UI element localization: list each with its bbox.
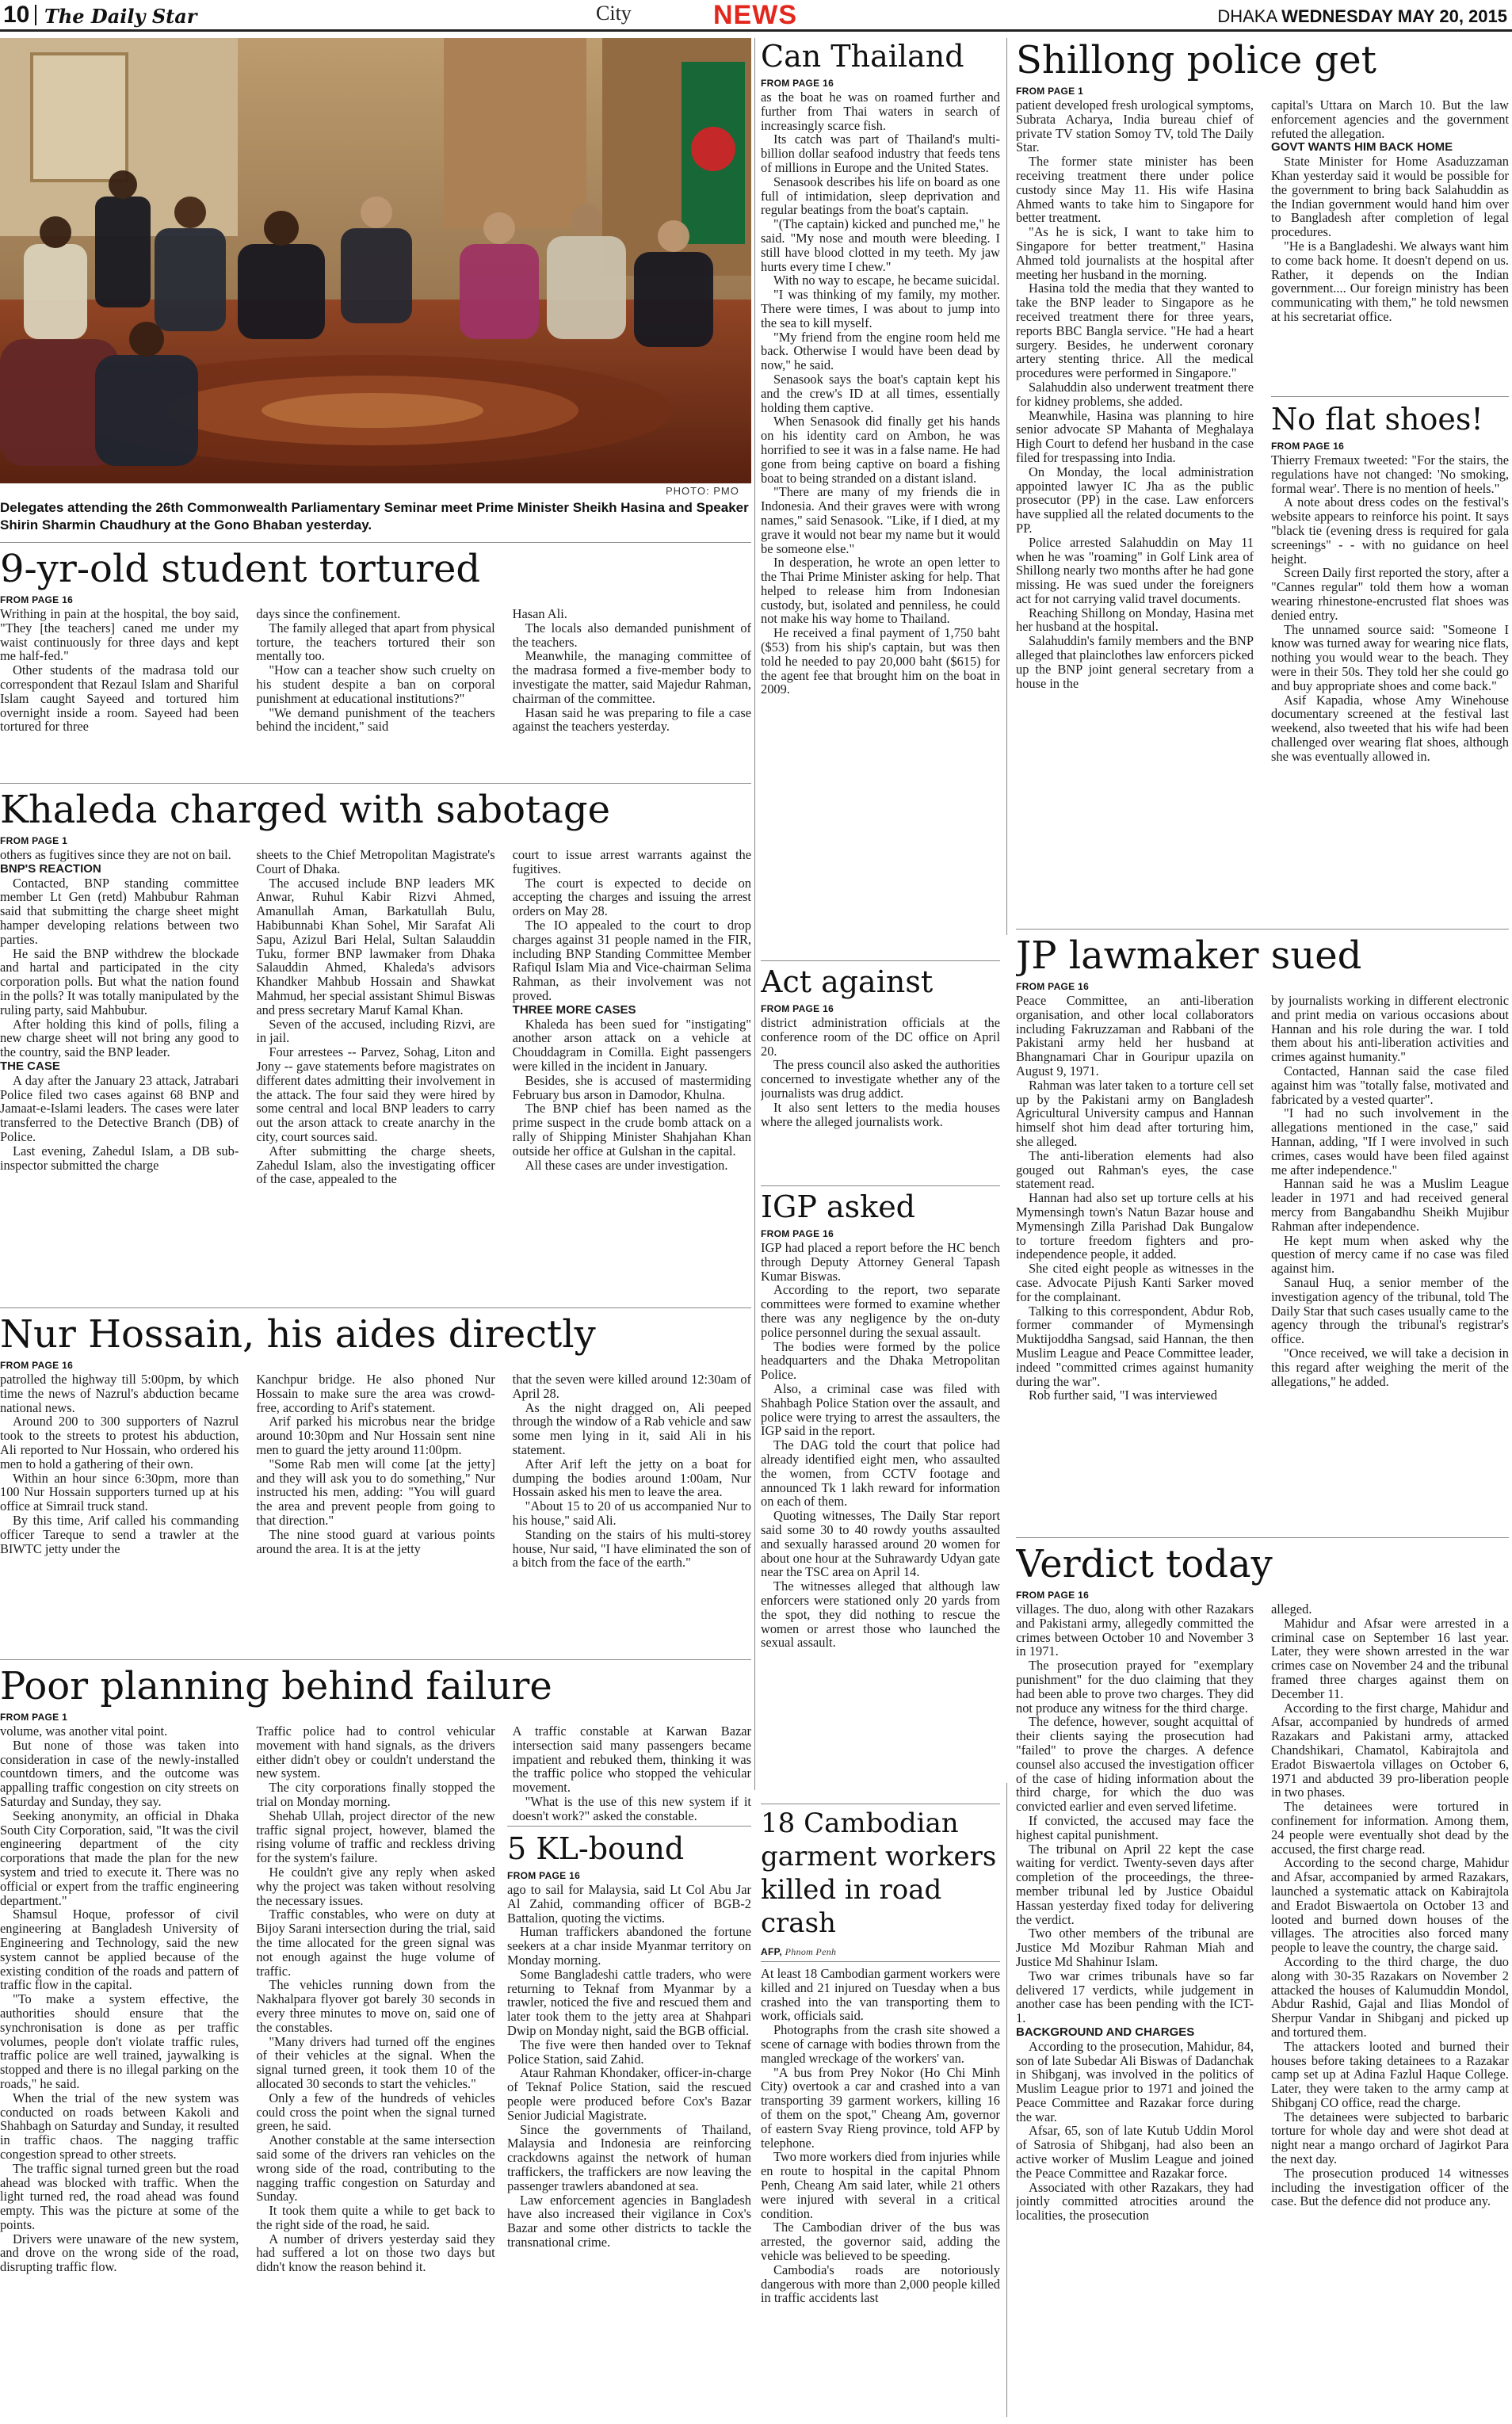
paragraph: It took them quite a while to get back to the right side of the road, he said. bbox=[256, 2203, 495, 2232]
story-divider bbox=[761, 960, 1000, 961]
paragraph: The tribunal on April 22 kept the case waiting for verdict. Twenty-seven days after completion of the proceedings, the three-member tribunal led by Justice Obaidul Hassan yesterday fixed today for delivering the verdict. bbox=[1016, 1841, 1254, 1927]
paragraph: All these cases are under investigation. bbox=[525, 1157, 728, 1173]
text-column bbox=[0, 1372, 239, 1556]
paragraph: Senasook says the boat's captain kept his and the crew's ID at all times, essentially holding them captive. bbox=[761, 371, 1000, 415]
paragraph: Shehab Ullah, project director of the new traffic signal project, however, blamed the rising volume of traffic and reckless driving for the system's failure. bbox=[256, 1808, 495, 1866]
masthead-divider bbox=[35, 5, 36, 25]
text-column bbox=[256, 1724, 494, 2274]
headline: 18 Cambodian garment workers killed in road crash bbox=[761, 1808, 997, 1939]
story-columns bbox=[0, 848, 751, 1186]
paragraph: Hasan Ali. bbox=[512, 606, 567, 621]
paragraph: The defence, however, sought acquittal of their clients saying the prosecution had "failed" to prove the charges. A defence counsel also accused the investigation officer of the case of hiding information about the third charge, for which the duo was convicted earlier and even served lifetime. bbox=[1016, 1714, 1254, 1815]
paragraph: According to the report, two separate committees were formed to examine whether there was any negligence by the on-duty police personnel during the sexual assault. bbox=[761, 1282, 1000, 1340]
paragraph: The vehicles running down from the Nakhalpara flyover got barely 30 seconds in every three minutes to move on, said one of the constables. bbox=[256, 1977, 495, 2035]
paragraph: "A bus from Prey Nokor (Ho Chi Minh City) overtook a car and crashed into a van transporting 39 garment workers, killing 16 of them on the spot," Cheang Am, governor of eastern Svay Rieng province, told AFP by telephone. bbox=[761, 2064, 1000, 2151]
paragraph: Asif Kapadia, whose Amy Winehouse documentary screened at the festival last weekend, also tweeted that his wife had been challenged over wearing flat shoes, although she was eventually allowed in. bbox=[1271, 692, 1509, 764]
text-column bbox=[1271, 98, 1509, 324]
subhead: THE CASE bbox=[0, 1059, 60, 1073]
jump-line: FROM PAGE 16 bbox=[0, 594, 74, 605]
paragraph: The family alleged that apart from physical torture, the teachers tortured their son mentally too. bbox=[256, 620, 495, 664]
paragraph: Associated with other Razakars, they had jointly committed atrocities around the localities, the prosecution bbox=[1016, 2179, 1254, 2224]
story-columns bbox=[1016, 994, 1509, 1403]
paragraph: According to the prosecution, Mahidur, 84, son of late Subedar Ali Biswas of Dadanchak in Shibganj, was involved in the politics of Muslim League prior to 1971 and joined the Peace Committee and Razakar force during the war. bbox=[1016, 2038, 1254, 2124]
photo-caption: Delegates attending the 26th Commonwealth Parliamentary Seminar meet Prime Minister Sheikh Hasina and Speaker Shirin Sharmin Chaudhury at the Gono Bhaban yesterday. bbox=[0, 500, 749, 533]
text-column bbox=[1271, 994, 1509, 1388]
paragraph: It also sent letters to the media houses where the alleged journalists work. bbox=[761, 1099, 1000, 1129]
story-act-against bbox=[761, 964, 1000, 1185]
paragraph: "How can a teacher show such cruelty on his student despite a ban on corporal punishment at educational institutions?" bbox=[256, 662, 495, 706]
story-body bbox=[507, 1883, 751, 2250]
agency-line bbox=[761, 1946, 1000, 1958]
paragraph: Senasook describes his life on board as one full of intimidation, sleep deprivation and regular beatings from the boat's captain. bbox=[761, 174, 1000, 218]
headline: 5 KL-bound bbox=[507, 1831, 685, 1866]
paragraph: But none of those was taken into consideration in case of the newly-installed countdown timers, and the outcome was appalling traffic congestion on city streets on Saturday and Sunday, they say. bbox=[0, 1737, 239, 1809]
jump-line: FROM PAGE 16 bbox=[1016, 981, 1090, 992]
text-column bbox=[1016, 98, 1254, 690]
page-number: 10 bbox=[3, 2, 30, 28]
jump-line: FROM PAGE 1 bbox=[0, 835, 68, 846]
paragraph: "As he is sick, I want to take him to Singapore for better treatment," Hasina Ahmed told journalists at the hospital after meeting her husband in the morning. bbox=[1016, 224, 1254, 282]
paragraph: Photographs from the crash site showed a scene of carnage with bodies thrown from the mangled wreckage of the workers' van. bbox=[761, 2022, 1000, 2066]
paragraph: Quoting witnesses, The Daily Star report said some 30 to 40 rowdy youths assaulted and sexually harassed around 20 women for about one hour at the Suhrawardy Udyan gate near the TSC area on April 14. bbox=[761, 1508, 1000, 1580]
paragraph: Salahuddin also underwent treatment there for kidney problems, she added. bbox=[1016, 379, 1254, 409]
paragraph: The Cambodian driver of the bus was arrested, the governor said, adding the vehicle was believed to be speeding. bbox=[761, 2220, 1000, 2263]
paragraph: The prosecution produced 14 witnesses including the investigation officer of the case. But the defence did not produce any. bbox=[1271, 2165, 1509, 2209]
paragraph: At least 18 Cambodian garment workers were killed and 21 injured on Tuesday when a bus crashed into the van transporting them to work, officials said. bbox=[761, 1966, 1000, 2024]
paragraph: others as fugitives since they are not on bail. bbox=[0, 847, 231, 862]
paragraph: "What is the use of this new system if it doesn't work?" asked the constable. bbox=[512, 1793, 751, 1823]
story-jp-lawmaker bbox=[1016, 933, 1509, 1536]
paragraph: According to the first charge, Mahidur and Afsar, accompanied by hundreds of armed Razakars and Pakistani army, attacked Chandshikari, Chamatol, Kabirajtola and Eradot Biswaertola villages on October 6, 1971 and abducted 39 pro-liberation people in two phases. bbox=[1271, 1700, 1509, 1800]
paragraph: Writhing in pain at the hospital, the boy said, "They [the teachers] caned me under my waist continuously for three days and kept me half-fed." bbox=[0, 606, 239, 664]
paragraph: Within an hour since 6:30pm, more than 100 Nur Hossain supporters turned up at his office at Simrail truck stand. bbox=[0, 1470, 239, 1514]
paragraph: volume, was another vital point. bbox=[0, 1724, 168, 1739]
paragraph: sheets to the Chief Metropolitan Magistrate's Court of Dhaka. bbox=[256, 847, 495, 876]
paragraph: The BNP chief has been named as the prime suspect in the crude bomb attack on a rally of Shipping Minister Shahjahan Khan outside her office at Gulshan in the capital. bbox=[512, 1101, 751, 1159]
paragraph: "(The captain) kicked and punched me," he said. "My nose and mouth were bleeding. I still have blood clotted in my teeth. My jaw hurts every time I chew." bbox=[761, 216, 1000, 274]
subhead: BACKGROUND AND CHARGES bbox=[1016, 2025, 1195, 2039]
meeting-room-illustration bbox=[0, 38, 751, 483]
paragraph: Besides, she is accused of mastermiding February bus arson in Damodor, Khulna. bbox=[512, 1072, 751, 1102]
paragraph: Afsar, 65, son of late Kutub Uddin Morol of Satrosia of Shibganj, had also been an active worker of Muslim League and joined the Peace Committee and Razakar force. bbox=[1016, 2123, 1254, 2181]
text-column bbox=[513, 1724, 751, 1823]
paragraph: Khaleda has been sued for "instigating" another arson attack on a vehicle at Chouddagram in Comilla. Eight passengers were killed in the incident in January. bbox=[512, 1016, 751, 1074]
paragraph: According to the third charge, the duo along with 30-35 Razakars on November 2 attacked the houses of Kalumuddin Mondol, Abdur Rashid, Gajal and Ilias Mondol of Sherpur Vandar in Shibganj and picked up and tortured them. bbox=[1271, 1953, 1509, 2040]
paragraph: Two other members of the tribunal are Justice Md Mozibur Rahman Miah and Justice Md Shahinur Islam. bbox=[1016, 1926, 1254, 1969]
dateline-city: DHAKA bbox=[1217, 6, 1277, 26]
story-student bbox=[0, 547, 751, 777]
subhead: GOVT WANTS HIM BACK HOME bbox=[1271, 140, 1453, 155]
story-can-thailand bbox=[761, 38, 1000, 959]
paragraph: After holding this kind of polls, filing a new charge sheet will not bring any good to the country, said the BNP leader. bbox=[0, 1016, 239, 1060]
paragraph: The anti-liberation elements had also gouged out Rahman's eyes, the case statement read. bbox=[1016, 1147, 1254, 1192]
dateline-place: Phnom Penh bbox=[785, 1946, 837, 1957]
paragraph: The former state minister has been receiving treatment there under police custody since May 11. His wife Hasina Ahmed wants to take him to Singapore for better treatment. bbox=[1016, 154, 1254, 226]
story-divider bbox=[0, 1659, 751, 1660]
paragraph: The detainees were tortured in confinement for information. Among them, 24 people were eventually shot dead by the accused, the first charge read. bbox=[1271, 1799, 1509, 1857]
headline: IGP asked bbox=[761, 1189, 916, 1224]
paragraph: The DAG told the court that police had already identified eight men, who assaulted the women, from CCTV footage and announced Tk 1 lakh reward for information on each of them. bbox=[761, 1437, 1000, 1510]
paragraph: As the night dragged on, Ali peeped through the window of a Rab vehicle and saw some men lying in it, said Ali in his statement. bbox=[512, 1399, 751, 1457]
paragraph: Hannan had also set up torture cells at his Mymensingh town's Natun Bazar house and Mymensingh Zilla Parishad Dak Bungalow to torture freedom fighters and pro-independence people, it added. bbox=[1016, 1190, 1254, 1262]
paragraph: Meanwhile, the managing committee of the madrasa formed a five-member body to investigate the matter, said Majedur Rahman, chairman of the committee. bbox=[512, 648, 751, 706]
jump-line: FROM PAGE 1 bbox=[0, 1712, 68, 1723]
paragraph: "Once received, we will take a decision in this regard after weighing the merit of the allegations," he added. bbox=[1271, 1345, 1509, 1389]
paragraph: The press council also asked the authorities concerned to investigate whether any of the journalists was drug addict. bbox=[761, 1057, 1000, 1101]
paragraph: Only a few of the hundreds of vehicles could cross the point when the signal turned green, he said. bbox=[256, 2090, 495, 2134]
story-divider bbox=[1016, 1537, 1509, 1538]
paragraph: Meanwhile, Hasina was planning to hire senior advocate SP Mahanta of Meghalaya High Court to defend her husband in the case filed for trespassing into India. bbox=[1016, 407, 1254, 465]
paragraph: Thierry Fremaux tweeted: "For the stairs, the regulations have not changed: 'No smoking, formal wear'. There is no mention of heels." bbox=[1271, 452, 1509, 496]
paragraph: The five were then handed over to Teknaf Police Station, said Zahid. bbox=[507, 2037, 751, 2067]
headline: Shillong police get bbox=[1016, 38, 1376, 82]
story-body bbox=[761, 1967, 1000, 2305]
paragraph: With no way to escape, he became suicidal. bbox=[773, 273, 1000, 288]
paragraph: Screen Daily first reported the story, after a "Cannes regular" told them how a woman wearing rhinestone-encrusted flat shoes was denied entry. bbox=[1271, 565, 1509, 623]
paragraph: When the trial of the new system was conducted on roads between Kakoli and Shahbagh on Saturday and Sunday, it resulted in traffic chaos. The nagging traffic congestion spread to other streets. bbox=[0, 2090, 239, 2162]
section-label: City bbox=[596, 2, 632, 25]
story-body bbox=[1271, 453, 1509, 764]
paragraph: "About 15 to 20 of us accompanied Nur to his house," said Ali. bbox=[512, 1498, 751, 1528]
story-body bbox=[761, 1241, 1000, 1650]
masthead bbox=[0, 0, 1512, 32]
headline: Nur Hossain, his aides directly bbox=[0, 1312, 596, 1357]
story-no-flat-shoes bbox=[1271, 401, 1509, 926]
paragraph: Law enforcement agencies in Bangladesh have also increased their vigilance in Cox's Bazar and some other districts to tackle the transnational crime. bbox=[507, 2192, 751, 2250]
story-body bbox=[761, 90, 1000, 697]
paragraph: He received a final payment of 1,750 baht ($53) from his ship's captain, but was then told he needed to pay 20,000 baht ($615) for the agent fee that brought him on the boat in 2009. bbox=[761, 625, 1000, 697]
paragraph: Kanchpur bridge. He also phoned Nur Hossain to make sure the area was crowd-free, according to Arif's statement. bbox=[256, 1372, 495, 1415]
paragraph: Police arrested Salahuddin on May 11 when he was "roaming" in Golf Link area of Shillong nearly two months after he had gone missing. He was sued under the foreigners act for not carrying valid travel documents. bbox=[1016, 534, 1254, 606]
headline: Poor planning behind failure bbox=[0, 1664, 552, 1708]
paragraph: Human traffickers abandoned the fortune seekers at a char inside Myanmar territory on Monday morning. bbox=[507, 1924, 751, 1968]
jump-line: FROM PAGE 16 bbox=[761, 1228, 834, 1239]
paragraph: Since the governments of Thailand, Malaysia and Indonesia are reinforcing crackdowns against the network of human traffickers, the traffickers are now leaving the passenger trawlers abandoned at sea. bbox=[507, 2121, 751, 2193]
text-column bbox=[0, 1724, 239, 2274]
paragraph: The unnamed source said: "Someone I know was turned away for wearing nice flats, nothing you would wear to the beach. They were in their 50s. They told her she could go and buy appropriate shoes and come back." bbox=[1271, 621, 1509, 693]
paragraph: In desperation, he wrote an open letter to the Thai Prime Minister asking for help. That helped to release him from Indonesian custody, but, isolated and penniless, he could not make his way home to Thailand. bbox=[761, 555, 1000, 627]
paragraph: Traffic police had to control vehicular movement with hand signals, as the drivers either didn't obey or couldn't understand the new system. bbox=[256, 1724, 495, 1781]
jump-line: FROM PAGE 16 bbox=[761, 1003, 834, 1014]
paragraph: district administration officials at the conference room of the DC office on April 20. bbox=[761, 1015, 1000, 1059]
paragraph: Seeking anonymity, an official in Dhaka South City Corporation, said, "It was the civil engineering department of the city corporations that made the plan for the new system and tried to execute it. There was no official or expert from the traffic engineering department." bbox=[0, 1808, 239, 1908]
text-column bbox=[513, 1372, 751, 1570]
paragraph: On Monday, the local administration appointed lawyer IC Jha as the public prosecutor (PP) in the case. Law enforcers have supplied all the related documents to the PP. bbox=[1016, 464, 1254, 536]
paragraph: Another constable at the same intersection said some of the drivers ran vehicles on the wrong side of the road, contributing to the nagging traffic congestion on Saturday and Sunday. bbox=[256, 2132, 495, 2205]
paragraph: The detainees were subjected to barbaric torture for whole day and were shot dead at night near a mango orchard of Jagirkot Para the next day. bbox=[1271, 2109, 1509, 2167]
story-divider bbox=[0, 542, 751, 543]
paragraph: Talking to this correspondent, Abdur Rob, former commander of Mymensingh Muktijoddha Sangsad, said Hannan, the then Muslim League and Peace Committee leader, indeed "committed crimes against humanity during the war". bbox=[1016, 1303, 1254, 1389]
agency-rule bbox=[761, 1961, 1000, 1962]
paragraph: A note about dress codes on the festival's website appears to reinforce his point. It says "black tie (evening dress is required for gala screenings" - - with no guidance on heel height. bbox=[1271, 494, 1509, 567]
paragraph: "To make a system effective, the authorities should ensure that the synchronisation is done as per traffic volumes, people don't violate traffic rules, traffic police are well trained, jaywalking is stopped and there is no illegal parking on the roads," he said. bbox=[0, 1991, 239, 2091]
paragraph: When Senasook did finally get his hands on his identity card on Ambon, he was horrified to see it was in a false name. He had gone from being captive on board a fishing boat to being stranded on a distant island. bbox=[761, 414, 1000, 486]
paragraph: Some Bangladeshi cattle traders, who were returning to Teknaf from Myanmar by a trawler, noticed the five and rescued them and later took them to the jetty area at Shahpari Dwip on Monday night, said the BGB official. bbox=[507, 1966, 751, 2038]
jump-line: FROM PAGE 1 bbox=[1016, 86, 1084, 97]
story-columns bbox=[0, 1372, 751, 1570]
paragraph: "I had no such involvement in the allegations mentioned in the case," said Hannan, adding, "If I were involved in such crimes, cases would have been filed against me after independence." bbox=[1271, 1105, 1509, 1178]
paragraph: Two more workers died from injuries while en route to hospital in the capital Phnom Penh, Cheang Am said later, while 21 others were injured with several in a critical condition. bbox=[761, 2149, 1000, 2221]
paper-name: The Daily Star bbox=[44, 5, 197, 28]
jump-line: FROM PAGE 16 bbox=[507, 1870, 581, 1881]
headline: Khaleda charged with sabotage bbox=[0, 788, 611, 832]
paragraph: Hasina told the media that they wanted to take the BNP leader to Singapore as he received treatment there for three years, reports BBC Bangla service. "He had a heart surgery. Besides, he underwent coronary artery stenting thrice. All the medical procedures were performed in Singapore." bbox=[1016, 281, 1254, 381]
jump-line: FROM PAGE 16 bbox=[1016, 1590, 1090, 1601]
paragraph: Around 200 to 300 supporters of Nazrul took to the streets to protest his abduction, Ali reported to Nur Hossain, who ordered his men to hold a gathering of their own. bbox=[0, 1414, 239, 1472]
dateline bbox=[1217, 6, 1507, 27]
paragraph: If convicted, the accused may face the highest capital punishment. bbox=[1016, 1812, 1254, 1842]
paragraph: Mahidur and Afsar were arrested in a criminal case on September 16 last year. Later, they were shown arrested in the war crimes case on November 24 and the tribunal framed three charges against them on December 11. bbox=[1271, 1615, 1509, 1701]
jump-line: FROM PAGE 16 bbox=[1271, 441, 1345, 452]
paragraph: "There are many of my friends die in Indonesia. And their graves were with wrong names," said Senasook. "Like, if I died, at my grave it would not bear my name but it would be someone else." bbox=[761, 484, 1000, 556]
story-columns bbox=[0, 607, 751, 734]
text-column bbox=[513, 848, 751, 1172]
paragraph: "We demand punishment of the teachers behind the incident," said bbox=[256, 704, 495, 735]
paragraph: Two war crimes tribunals have so far delivered 17 verdicts, while judgement in another case has been pending with the ICT-1. bbox=[1016, 1968, 1254, 2026]
paragraph: Drivers were unaware of the new system, and drove on the wrong side of the road, disrupting traffic flow. bbox=[0, 2231, 239, 2275]
story-igp-asked bbox=[761, 1189, 1000, 1815]
headline: No flat shoes! bbox=[1271, 402, 1483, 437]
text-column bbox=[513, 607, 751, 734]
story-cambodian-workers bbox=[761, 1807, 1000, 2421]
paragraph: Last evening, Zahedul Islam, a DB sub-inspector submitted the charge bbox=[0, 1143, 239, 1173]
text-column bbox=[0, 848, 239, 1172]
paragraph: by journalists working in different electronic and print media on various occasions about Hannan and his role during the war. I told them about his anti-liberation activities and crimes against humanity." bbox=[1271, 993, 1509, 1065]
paragraph: The witnesses alleged that although law enforcers were stationed only 20 yards from the spot, they did nothing to rescue the women or arrest those who launched the sexual assault. bbox=[761, 1578, 1000, 1651]
story-divider bbox=[1016, 929, 1509, 930]
paragraph: as the boat he was on roamed further and further from Thai waters in search of increasingly scarce fish. bbox=[761, 90, 1000, 133]
column-rule bbox=[1006, 1783, 1007, 2417]
paragraph: Also, a criminal case was filed with Shahbagh Police Station over the assault, and police were trying to arrest the assaulters, the IGP said in the report. bbox=[761, 1380, 1000, 1439]
paragraph: court to issue arrest warrants against the fugitives. bbox=[512, 847, 751, 876]
paragraph: that the seven were killed around 12:30am of April 28. bbox=[512, 1372, 751, 1401]
paragraph: Salahuddin's family members and the BNP alleged that plainclothes law enforcers picked up the BNP joint general secretary from a house in the bbox=[1016, 633, 1254, 691]
paragraph: Cambodia's roads are notoriously dangerous with more than 2,000 people killed in traffic accidents last bbox=[761, 2262, 1000, 2306]
text-column bbox=[1016, 994, 1254, 1403]
headline: JP lawmaker sued bbox=[1016, 933, 1362, 978]
paragraph: "My friend from the engine room held me back. Otherwise I would have been dead by now," he said. bbox=[761, 329, 1000, 373]
paragraph: "I was thinking of my family, my mother. There were times, I was about to jump into the sea to kill myself. bbox=[761, 287, 1000, 330]
text-column bbox=[256, 848, 494, 1186]
text-column bbox=[256, 607, 494, 734]
paragraph: The locals also demanded punishment of the teachers. bbox=[512, 620, 751, 650]
paragraph: Shamsul Hoque, professor of civil engineering at Bangladesh University of Engineering and Technology, said the new system cannot be applied because of the existing condition of the roads and pattern of traffic flow in the capital. bbox=[0, 1907, 239, 1993]
lead-photo bbox=[0, 38, 751, 483]
paragraph: ago to sail for Malaysia, said Lt Col Abu Jar Al Zahid, commanding officer of BGB-2 Battalion, quoting the victims. bbox=[507, 1882, 751, 1926]
paragraph: A number of drivers yesterday said they had suffered a lot on those two days but didn't know the reason behind it. bbox=[256, 2231, 495, 2275]
dateline-date: WEDNESDAY MAY 20, 2015 bbox=[1281, 6, 1507, 26]
category-label: NEWS bbox=[713, 0, 797, 30]
paragraph: The prosecution prayed for "exemplary punishment" for the duo claiming that they had been able to prove two charges. They did not produce any witness for the third charge. bbox=[1016, 1658, 1254, 1716]
paragraph: Rob further said, "I was interviewed bbox=[1029, 1388, 1217, 1403]
paragraph: Contacted, BNP standing committee member Lt Gen (retd) Mahbubur Rahman said that submitting the charge sheet might hamper developing relations between two parties. bbox=[0, 875, 239, 947]
paragraph: The city corporations finally stopped the trial on Monday morning. bbox=[256, 1780, 495, 1809]
paragraph: After submitting the charge sheets, Zahedul Islam, also the investigating officer of the case, appealed to the bbox=[256, 1143, 495, 1187]
paragraph: capital's Uttara on March 10. But the law enforcement agencies and the government refuted the allegation. bbox=[1271, 97, 1509, 141]
story-divider bbox=[0, 1307, 751, 1308]
paragraph: After Arif left the jetty on a boat for dumping the bodies around 1:00am, Nur Hossain asked his men to leave the area. bbox=[512, 1456, 751, 1500]
paragraph: Standing on the stairs of his multi-storey house, Nur said, "I have eliminated the son of a bitch from the face of the earth." bbox=[512, 1526, 751, 1571]
paragraph: The traffic signal turned green but the road ahead was blocked with traffic. When the light turned red, the road ahead was found empty. This was the picture at some of the points. bbox=[0, 2160, 239, 2232]
text-column bbox=[1271, 1602, 1509, 2208]
paragraph: patrolled the highway till 5:00pm, by which time the news of Nazrul's abduction became national news. bbox=[0, 1372, 239, 1415]
paragraph: The accused include BNP leaders MK Anwar, Ruhul Kabir Rizvi Ahmed, Amanullah Aman, Barkatullah Bulu, Habibunnabi Khan Sohel, Mir Sarafat Ali Sapu, Azizul Bari Helal, Sultan Salauddin Tuku, former BNP lawmaker from Dhaka Salauddin Ahmed, Khaleda's advisors Khandker Mahbub Hossain and Shawkat Mahmud, her special assistant Shimul Biswas and press secretary Maruf Kamal Khan. bbox=[256, 875, 495, 1017]
paragraph: He said the BNP withdrew the blockade and hartal and participated in the city corporation polls. But what the nation found in the polls? It was totally manipulated by the ruling party, said Mahbubur. bbox=[0, 945, 239, 1017]
column-rule bbox=[754, 38, 755, 1790]
story-divider bbox=[1271, 396, 1509, 397]
paragraph: The bodies were formed by the police headquarters and the Dhaka Metropolitan Police. bbox=[761, 1338, 1000, 1383]
jump-line: FROM PAGE 16 bbox=[0, 1360, 74, 1371]
paragraph: Peace Committee, an anti-liberation organisation, and other local collaborators including Fakruzzaman and Rabbani of the Pakistani army held her husband at Bhangnamari Char in Gouripur upazila on August 9, 1971. bbox=[1016, 993, 1254, 1078]
paragraph: Four arrestees -- Parvez, Sohag, Liton and Jony -- gave statements before magistrates on different dates admitting their involvement in the attack. The four said they were hired by some central and local BNP leaders to carry out the arson attack to create anarchy in the city, court sources said. bbox=[256, 1044, 495, 1144]
paragraph: According to the second charge, Mahidur and Afsar, accompanied by armed Razakars, launched a systematic attack on Kabirajtola and Eradot Biswaertola on October 13 and looted and burned down houses of the villages. The atrocities also forced many people to leave the country, the charge said. bbox=[1271, 1855, 1509, 1956]
story-columns bbox=[1016, 1602, 1509, 2223]
paragraph: The court is expected to decide on accepting the charges and issuing the arrest orders on May 28. bbox=[512, 875, 751, 919]
subhead: THREE MORE CASES bbox=[512, 1002, 636, 1017]
paragraph: "He is a Bangladeshi. We always want him to come back home. It doesn't depend on us. Rather, it depends on the Indian government.... Our foreign ministry has been communicating with them," he told newsmen at his secretariat office. bbox=[1271, 238, 1509, 324]
text-column bbox=[256, 1372, 494, 1556]
story-nur-hossain bbox=[0, 1312, 751, 1653]
text-column bbox=[1016, 1602, 1254, 2223]
story-body bbox=[761, 1016, 1000, 1128]
headline: Verdict today bbox=[1016, 1542, 1273, 1586]
paragraph: Contacted, Hannan said the case filed against him was "totally false, motivated and fabricated by a vested quarter". bbox=[1271, 1063, 1509, 1107]
story-divider bbox=[761, 1185, 1000, 1186]
paragraph: A traffic constable at Karwan Bazar intersection said many passengers became impatient and rebuked them, thinking it was the traffic police who stopped the vehicular movement. bbox=[512, 1724, 751, 1796]
agency: AFP, bbox=[761, 1946, 782, 1957]
jump-line: FROM PAGE 16 bbox=[761, 78, 834, 89]
paragraph: By this time, Arif called his commanding officer Tareque to send a trawler at the BIWTC jetty under the bbox=[0, 1512, 239, 1556]
paragraph: The nine stood guard at various points around the area. It is at the jetty bbox=[256, 1526, 495, 1556]
paragraph: Traffic constables, who were on duty at Bijoy Sarani intersection during the trial, said the time allocated for the green signal was not enough against the huge volume of traffic. bbox=[256, 1907, 495, 1979]
photo-credit: PHOTO: PMO bbox=[666, 485, 739, 497]
paragraph: Its catch was part of Thailand's multi-billion dollar seafood industry that feeds tens of millions in Europe and the United States. bbox=[761, 132, 1000, 175]
story-kl-bound bbox=[507, 1830, 751, 2421]
headline: Can Thailand bbox=[761, 39, 964, 74]
paragraph: The IO appealed to the court to drop charges against 31 people named in the FIR, including BNP Standing Committee Member Rafiqul Islam Mia and Vice-chairman Selima Rahman, as their involvement was not proved. bbox=[512, 917, 751, 1003]
paragraph: "Some Rab men will come [at the jetty] and they will ask you to do something," Nur instructed his men, adding: "You will guard the area and prevent people from going to that direction." bbox=[256, 1456, 495, 1528]
paragraph: Hasan said he was preparing to file a case against the teachers yesterday. bbox=[512, 704, 751, 735]
text-column bbox=[0, 607, 239, 734]
paragraph: Arif parked his microbus near the bridge around 10:30pm and Nur Hossain sent nine men to guard the jetty around 11:00pm. bbox=[256, 1414, 495, 1457]
story-verdict-today bbox=[1016, 1542, 1509, 2421]
paragraph: patient developed fresh urological symptoms, Subrata Acharya, India bureau chief of private TV station Somoy TV, told The Daily Star. bbox=[1016, 97, 1254, 155]
paragraph: Other students of the madrasa told our correspondent that Rezaul Islam and Shariful Islam caught Sayeed and tortured him overnight inside a room. Sayeed had been tortured for three bbox=[0, 662, 239, 735]
paragraph: State Minister for Home Asaduzzaman Khan yesterday said it would be possible for the government to bring back Salahuddin as the Indian government would hand him over to Bangladesh after completion of legal procedures. bbox=[1271, 154, 1509, 240]
paragraph: villages. The duo, along with other Razakars and Pakistani army, allegedly committed the crimes between October 10 and November 3 in 1971. bbox=[1016, 1601, 1254, 1659]
paragraph: He kept mum when asked why the question of mercy came if no case was filed against him. bbox=[1271, 1232, 1509, 1277]
story-divider bbox=[0, 783, 751, 784]
column-rule bbox=[1006, 38, 1007, 935]
paragraph: alleged. bbox=[1271, 1601, 1312, 1617]
paragraph: Ataur Rahman Khondaker, officer-in-charge of Teknaf Police Station, said the rescued people were produced before Cox's Bazar Senior Judicial Magistrate. bbox=[507, 2065, 751, 2123]
paragraph: days since the confinement. bbox=[256, 606, 401, 621]
paragraph: Hannan said he was a Muslim League leader in 1971 and had received general mercy from Bangabandhu Sheikh Mujibur Rahman after independence. bbox=[1271, 1176, 1509, 1234]
paragraph: The attackers looted and burned their houses before taking detainees to a Razakar camp set up at Adina Fazlul Haque College. Later, they were taken to the army camp at Shibganj CO office, read the charge. bbox=[1271, 2038, 1509, 2110]
paragraph: Sanaul Huq, a senior member of the investigation agency of the tribunal, told The Daily Star that such cases usually came to the agency through the tribunal's registrar's office. bbox=[1271, 1274, 1509, 1347]
paragraph: She cited eight people as witnesses in the case. Advocate Pijush Kanti Sarker moved for the complainant. bbox=[1016, 1261, 1254, 1304]
paragraph: A day after the January 23 attack, Jatrabari Police filed two cases against 68 BNP and Jamaat-e-Islami leaders. The cases were later transferred to the Detective Branch (DB) of Police. bbox=[0, 1072, 239, 1144]
paragraph: IGP had placed a report before the HC bench through Deputy Attorney General Tapash Kumar Biswas. bbox=[761, 1240, 1000, 1284]
subhead: BNP'S REACTION bbox=[0, 861, 101, 876]
paragraph: Rahman was later taken to a torture cell set up by the Pakistani army on Bangladesh Agricultural University campus and Hannan himself shot him dead after torturing him, she alleged. bbox=[1016, 1077, 1254, 1149]
paragraph: He couldn't give any reply when asked why the project was taken without resolving the necessary issues. bbox=[256, 1864, 495, 1908]
story-khaleda bbox=[0, 788, 751, 1301]
paragraph: "Many drivers had turned off the engines of their vehicles at the signal. When the signal turned green, it took them 10 of the allocated 30 seconds to start the vehicles." bbox=[256, 2033, 495, 2091]
paragraph: Reaching Shillong on Monday, Hasina met her husband at the hospital. bbox=[1016, 605, 1254, 635]
story-divider bbox=[507, 1826, 751, 1827]
headline: Act against bbox=[761, 964, 934, 999]
paragraph: Seven of the accused, including Rizvi, are in jail. bbox=[256, 1016, 495, 1046]
headline: 9-yr-old student tortured bbox=[0, 547, 481, 591]
